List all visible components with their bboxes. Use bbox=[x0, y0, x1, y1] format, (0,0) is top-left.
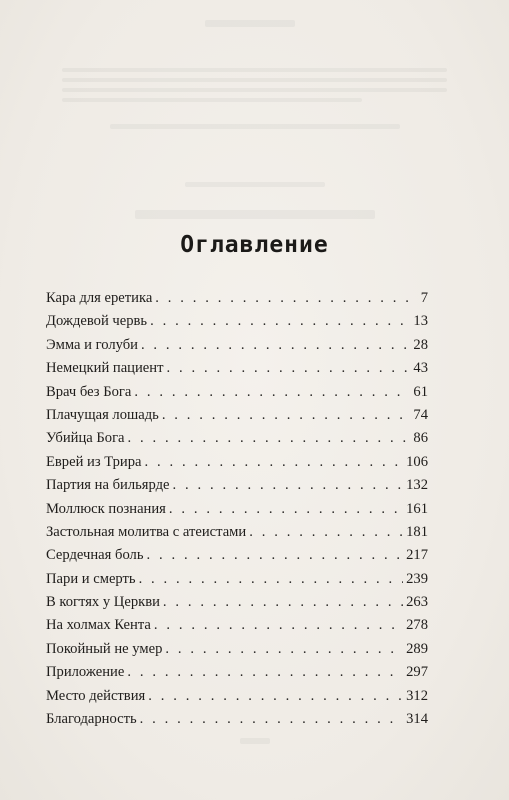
toc-entry-page-number: 161 bbox=[406, 500, 428, 517]
toc-dot-leader bbox=[169, 498, 403, 521]
toc-entry-title: Моллюск познания bbox=[46, 500, 166, 517]
toc-entry bbox=[46, 381, 428, 404]
toc-entry-title: Сердечная боль bbox=[46, 547, 144, 564]
toc-dot-leader bbox=[140, 708, 403, 731]
table-of-contents bbox=[46, 287, 428, 731]
toc-dot-leader bbox=[128, 427, 411, 450]
toc-entry-page-number: 278 bbox=[406, 617, 428, 634]
toc-entry-title: В когтях у Церкви bbox=[46, 594, 160, 611]
toc-dot-leader bbox=[139, 568, 404, 591]
toc-entry-page-number: 43 bbox=[413, 360, 428, 377]
toc-entry bbox=[46, 474, 428, 497]
toc-entry bbox=[46, 638, 428, 661]
toc-dot-leader bbox=[145, 451, 404, 474]
toc-dot-leader bbox=[134, 381, 410, 404]
toc-entry bbox=[46, 404, 428, 427]
toc-entry-title: На холмах Кента bbox=[46, 617, 151, 634]
toc-dot-leader bbox=[127, 661, 403, 684]
toc-entry-title: Место действия bbox=[46, 687, 146, 704]
toc-entry-page-number: 217 bbox=[406, 547, 428, 564]
toc-entry-page-number: 314 bbox=[406, 711, 428, 728]
toc-entry-page-number: 312 bbox=[406, 687, 428, 704]
toc-dot-leader bbox=[155, 287, 417, 310]
toc-entry-page-number: 297 bbox=[406, 664, 428, 681]
toc-entry-title: Эмма и голуби bbox=[46, 336, 138, 353]
toc-entry-page-number: 61 bbox=[413, 383, 428, 400]
toc-entry bbox=[46, 568, 428, 591]
toc-entry-page-number: 28 bbox=[413, 336, 428, 353]
bleed-through-line bbox=[62, 88, 447, 92]
toc-entry bbox=[46, 661, 428, 684]
toc-entry-page-number: 7 bbox=[420, 290, 428, 306]
toc-entry-page-number: 181 bbox=[406, 523, 428, 540]
toc-entry bbox=[46, 334, 428, 357]
bleed-through-line bbox=[62, 78, 447, 82]
toc-entry-title: Немецкий пациент bbox=[46, 360, 164, 377]
toc-entry bbox=[46, 614, 428, 637]
page-title: Оглавление bbox=[180, 232, 329, 258]
toc-entry-page-number: 239 bbox=[406, 570, 428, 587]
toc-entry bbox=[46, 287, 428, 310]
toc-entry bbox=[46, 357, 428, 380]
bleed-through-line bbox=[110, 124, 400, 129]
toc-dot-leader bbox=[165, 638, 403, 661]
toc-entry bbox=[46, 591, 428, 614]
toc-dot-leader bbox=[148, 685, 403, 708]
toc-entry-title: Партия на бильярде bbox=[46, 477, 170, 494]
bleed-through-line bbox=[240, 738, 270, 744]
toc-entry-page-number: 132 bbox=[406, 477, 428, 494]
toc-entry-page-number: 13 bbox=[413, 313, 428, 330]
toc-entry bbox=[46, 708, 428, 731]
toc-dot-leader bbox=[162, 404, 411, 427]
toc-entry bbox=[46, 521, 428, 544]
toc-entry bbox=[46, 427, 428, 450]
toc-dot-leader bbox=[150, 310, 410, 333]
toc-entry-title: Дождевой червь bbox=[46, 313, 148, 330]
toc-dot-leader bbox=[166, 357, 410, 380]
toc-entry-title: Еврей из Трира bbox=[46, 453, 142, 470]
bleed-through-line bbox=[62, 98, 362, 102]
toc-entry-page-number: 263 bbox=[406, 594, 428, 611]
toc-entry-page-number: 106 bbox=[406, 453, 428, 470]
toc-entry-title: Застольная молитва с атеистами bbox=[46, 523, 247, 540]
toc-dot-leader bbox=[147, 544, 404, 567]
toc-entry bbox=[46, 685, 428, 708]
toc-entry-title: Благодарность bbox=[46, 711, 137, 728]
toc-entry bbox=[46, 498, 428, 521]
toc-dot-leader bbox=[173, 474, 404, 497]
bleed-through-line bbox=[185, 182, 325, 187]
toc-entry-page-number: 86 bbox=[413, 430, 428, 447]
toc-entry bbox=[46, 544, 428, 567]
toc-entry-title: Убийца Бога bbox=[46, 430, 125, 447]
toc-entry-page-number: 74 bbox=[413, 406, 428, 423]
toc-entry-title: Врач без Бога bbox=[46, 383, 132, 400]
toc-entry-title: Покойный не умер bbox=[46, 640, 163, 657]
bleed-through-line bbox=[135, 210, 375, 219]
bleed-through-line bbox=[205, 20, 295, 27]
toc-dot-leader bbox=[154, 614, 403, 637]
toc-entry bbox=[46, 310, 428, 333]
toc-entry-title: Плачущая лошадь bbox=[46, 406, 159, 423]
toc-entry bbox=[46, 451, 428, 474]
toc-entry-page-number: 289 bbox=[406, 640, 428, 657]
toc-entry-title: Кара для еретика bbox=[46, 290, 153, 306]
bleed-through-line bbox=[62, 68, 447, 72]
toc-dot-leader bbox=[163, 591, 403, 614]
toc-entry-title: Приложение bbox=[46, 664, 125, 681]
toc-dot-leader bbox=[141, 334, 410, 357]
toc-dot-leader bbox=[249, 521, 403, 544]
toc-entry-title: Пари и смерть bbox=[46, 570, 136, 587]
